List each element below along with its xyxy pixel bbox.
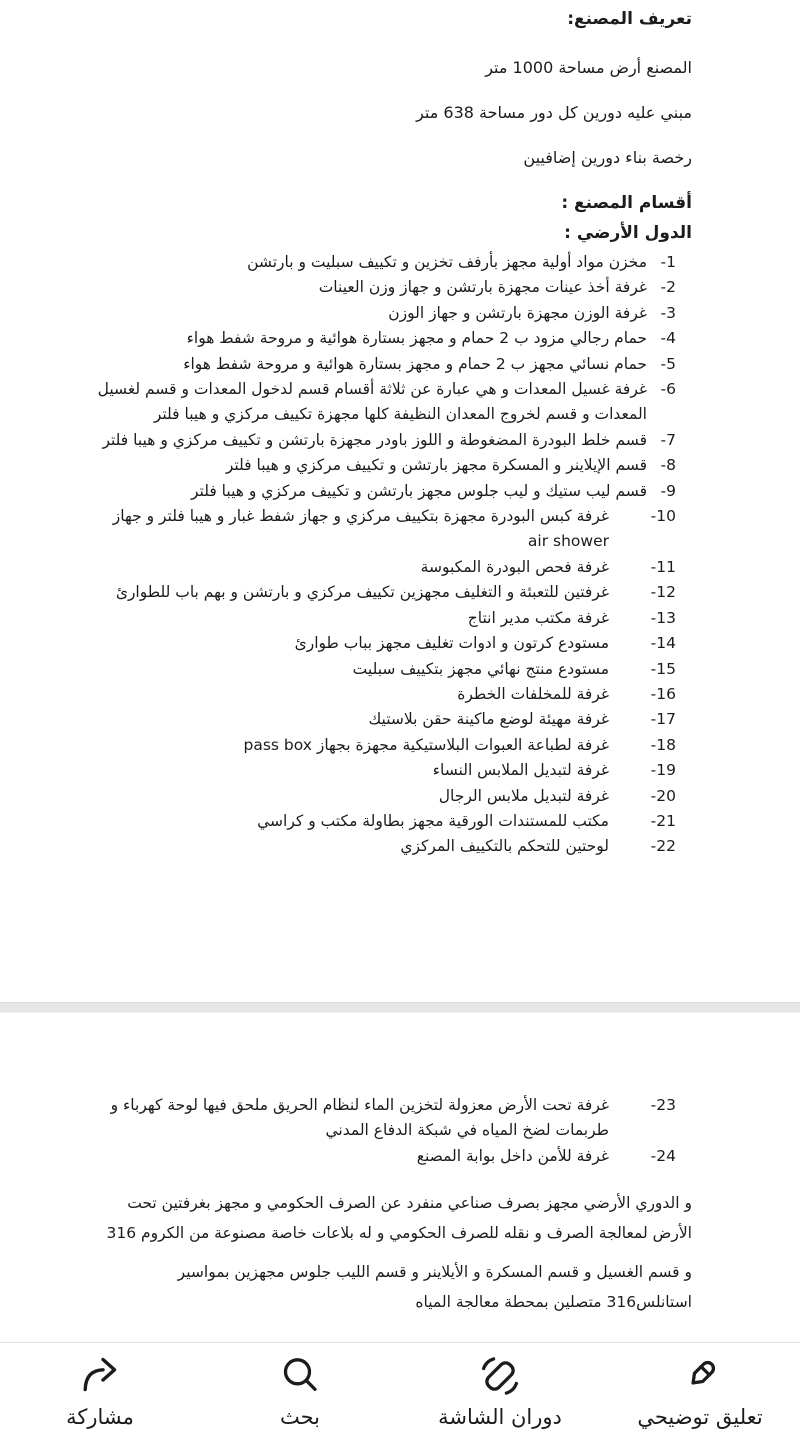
- annotate-label: تعليق توضيحي: [637, 1405, 763, 1429]
- list-item-number: 3-: [660, 303, 676, 322]
- paragraph: و قسم الغسيل و قسم المسكرة و الأيلاينر و قسم الليب جلوس مجهزين بمواسير استانلس316 متصلين بمحطة معالجة المياه: [177, 1263, 692, 1311]
- list-item: [90, 453, 676, 478]
- list-item-text: غرفة غسيل المعدات و هي عبارة عن ثلاثة أقسام قسم لدخول المعدات و قسم لغسيل المعدات و قسم لخروج المعدان النظيفة كلها مجهزة تكييف مركزي و هيبا فلتر: [97, 380, 647, 424]
- list-item-number: 24-: [650, 1146, 676, 1165]
- doc-intro: [90, 55, 692, 171]
- list-item-text: غرفة لطباعة العبوات البلاستيكية مجهزة بجهاز pass box: [243, 735, 609, 754]
- list-item-number: 10-: [650, 507, 676, 526]
- share-icon: [78, 1354, 122, 1398]
- list-item-number: 11-: [650, 557, 676, 576]
- ground-floor-list-continued: [100, 1093, 692, 1169]
- list-item-number: 19-: [650, 761, 676, 780]
- list-item-number: 22-: [650, 837, 676, 856]
- rotate-screen-button[interactable]: [400, 1343, 600, 1454]
- search-label: بحث: [279, 1405, 321, 1429]
- doc-title: تعريف المصنع:: [567, 9, 692, 29]
- list-item: [90, 326, 676, 351]
- list-item-number: 4-: [660, 329, 676, 348]
- list-item: [90, 707, 676, 732]
- paragraph: و الدوري الأرضي مجهز بصرف صناعي منفرد عن الصرف الحكومي و مجهز بغرفتين تحت الأرض لمعالجة الصرف و نقله للصرف الحكومي و له بلاعات خاصة مصنوعة من الكروم 316: [106, 1194, 692, 1242]
- list-item-text: غرفة لتبديل الملابس النساء: [432, 761, 609, 780]
- list-item-number: 13-: [650, 608, 676, 627]
- list-item-text: غرفة مكتب مدير انتاج: [467, 608, 609, 627]
- list-item-text: مستودع كرتون و ادوات تغليف مجهز بباب طوارئ: [294, 634, 609, 653]
- list-item-text: غرفة الوزن مجهزة بارتشن و جهاز الوزن: [388, 303, 647, 322]
- share-button[interactable]: [0, 1343, 200, 1454]
- list-item-text: قسم الإيلاينر و المسكرة مجهز بارتشن و تكييف مركزي و هيبا فلتر: [225, 456, 647, 475]
- list-item: [90, 631, 676, 656]
- list-item: [90, 275, 676, 300]
- list-item: [90, 733, 676, 758]
- ground-floor-heading: الدول الأرضي :: [564, 223, 692, 243]
- list-item-text: غرفة مهيئة لوضع ماكينة حقن بلاستيك: [368, 710, 609, 729]
- list-item-text: غرفة للأمن داخل بوابة المصنع: [416, 1146, 609, 1165]
- list-item: [90, 479, 676, 504]
- list-item-number: 7-: [660, 430, 676, 449]
- list-item: [90, 758, 676, 783]
- list-item-text: حمام نسائي مجهز ب 2 حمام و مجهز بستارة هوائية و مروحة شفط هواء: [183, 354, 647, 373]
- list-item-number: 5-: [660, 354, 676, 373]
- list-item-number: 23-: [650, 1096, 676, 1114]
- list-item-text: غرفة أخذ عينات مجهزة بارتشن و جهاز وزن العينات: [318, 278, 647, 297]
- list-item-number: 15-: [650, 659, 676, 678]
- list-item-text: لوحتين للتحكم بالتكييف المركزي: [400, 837, 609, 856]
- list-item: [90, 301, 676, 326]
- list-item-text: غرفة كبس البودرة مجهزة بتكييف مركزي و جهاز شفط غبار و هيبا فلتر و جهاز air shower: [112, 507, 609, 551]
- intro-line: مبني عليه دورين كل دور مساحة 638 متر: [416, 103, 692, 122]
- list-item-number: 8-: [660, 456, 676, 475]
- list-item: [100, 1093, 676, 1144]
- intro-line: رخصة بناء دورين إضافيين: [523, 148, 692, 167]
- sections-heading: أقسام المصنع :: [561, 193, 692, 213]
- list-item-text: قسم خلط البودرة المضغوطة و اللوز باودر مجهزة بارتشن و تكييف مركزي و هيبا فلتر: [102, 430, 647, 449]
- list-item: [90, 428, 676, 453]
- list-item-number: 14-: [650, 634, 676, 653]
- annotate-button[interactable]: [600, 1343, 800, 1454]
- list-item-text: حمام رجالي مزود ب 2 حمام و مجهز بستارة هوائية و مروحة شفط هواء: [186, 329, 647, 348]
- list-item-number: 16-: [650, 684, 676, 703]
- list-item: [90, 682, 676, 707]
- list-item: [90, 504, 676, 555]
- intro-line: المصنع أرض مساحة 1000 متر: [485, 58, 692, 77]
- list-item-text: غرفة تحت الأرض معزولة لتخزين الماء لنظام الحريق ملحق فيها لوحة كهرباء و طربمات لضخ المياه في شبكة الدفاع المدني: [110, 1096, 609, 1140]
- list-item: [90, 809, 676, 834]
- list-item-text: غرفتين للتعبئة و التغليف مجهزين تكييف مركزي و بارتشن و بهم باب للطوارئ: [115, 583, 609, 602]
- list-item: [90, 555, 676, 580]
- list-item-text: غرفة فحص البودرة المكبوسة: [420, 557, 609, 576]
- list-item: [90, 250, 676, 275]
- list-item-number: 9-: [660, 481, 676, 500]
- list-item-number: 1-: [660, 253, 676, 271]
- list-item: [90, 352, 676, 377]
- list-item: [90, 580, 676, 605]
- rotate-screen-label: دوران الشاشة: [438, 1405, 562, 1429]
- list-item-text: مخزن مواد أولية مجهز بأرفف تخزين و تكييف سبليت و بارتشن: [247, 253, 647, 271]
- list-item-number: 2-: [660, 278, 676, 297]
- page-separator: [0, 1002, 800, 1013]
- list-item: [90, 834, 676, 859]
- list-item: [90, 377, 676, 428]
- list-item-text: مكتب للمستندات الورقية مجهز بطاولة مكتب و كراسي: [257, 811, 609, 830]
- list-item: [90, 657, 676, 682]
- list-item-number: 20-: [650, 786, 676, 805]
- ground-floor-list: [90, 250, 692, 860]
- search-button[interactable]: [200, 1343, 400, 1454]
- list-item: [90, 606, 676, 631]
- bottom-toolbar: [0, 1342, 800, 1454]
- search-icon: [278, 1354, 322, 1398]
- annotate-icon: [678, 1354, 722, 1398]
- list-item-text: مستودع منتج نهائي مجهز بتكييف سبليت: [352, 659, 609, 678]
- share-label: مشاركة: [66, 1405, 134, 1429]
- document-page-2: [0, 1013, 800, 1342]
- list-item-number: 12-: [650, 583, 676, 602]
- list-item-number: 17-: [650, 710, 676, 729]
- doc-paragraphs: [100, 1189, 692, 1317]
- list-item-text: غرفة للمخلفات الخطرة: [457, 684, 609, 703]
- list-item: [90, 784, 676, 809]
- list-item-number: 18-: [650, 735, 676, 754]
- list-item-number: 6-: [660, 380, 676, 399]
- rotate-screen-icon: [478, 1354, 522, 1398]
- list-item: [100, 1144, 676, 1169]
- list-item-text: غرفة لتبديل ملابس الرجال: [438, 786, 609, 805]
- list-item-text: قسم ليب ستيك و ليب جلوس مجهز بارتشن و تكييف مركزي و هيبا فلتر: [190, 481, 647, 500]
- list-item-number: 21-: [650, 811, 676, 830]
